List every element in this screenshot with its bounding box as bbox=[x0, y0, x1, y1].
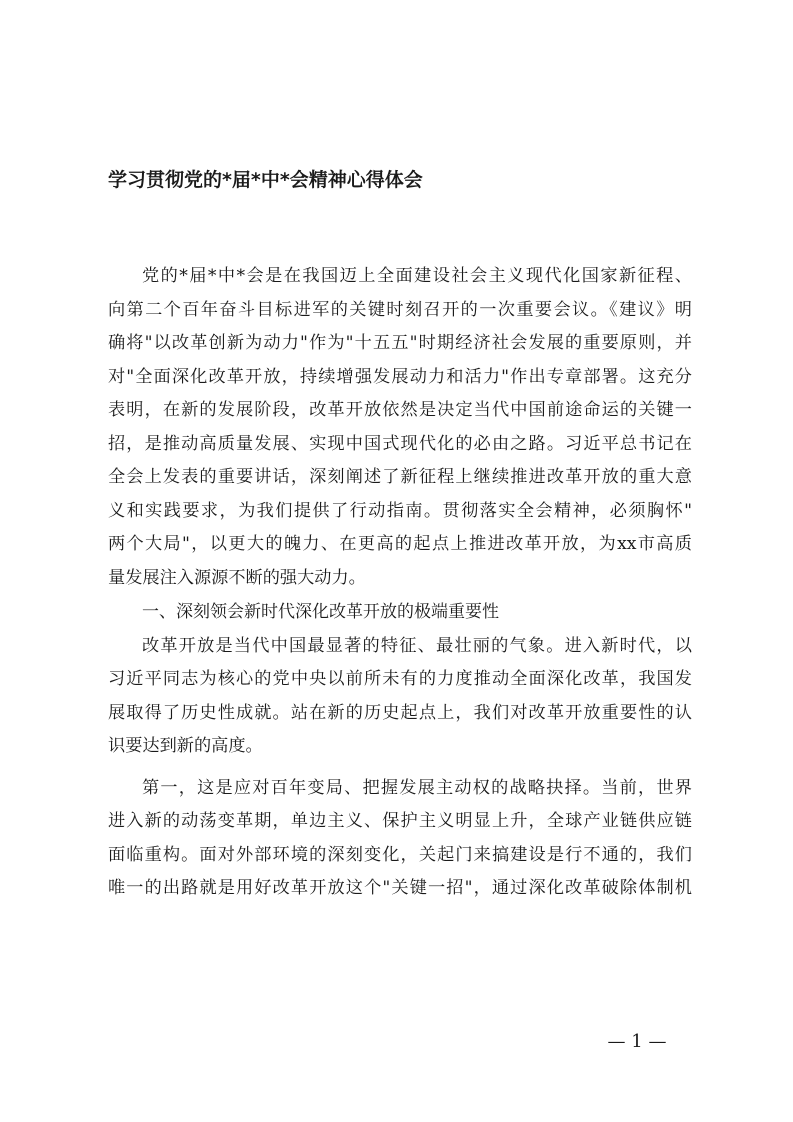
text-line: 向第二个百年奋斗目标进军的关键时刻召开的一次重要会议。《建议》明 bbox=[108, 299, 692, 320]
section-heading: 一、深刻领会新时代深化改革开放的极端重要性 bbox=[142, 602, 499, 622]
text-line: 唯一的出路就是用好改革开放这个"关键一招"，通过深化改革破除体制机 bbox=[108, 878, 692, 898]
text-line: 义和实践要求，为我们提供了行动指南。贯彻落实全会精神，必须胸怀" bbox=[108, 500, 692, 521]
paragraph-first-point bbox=[108, 772, 692, 906]
page-number: — 1 — bbox=[607, 1031, 667, 1052]
paragraph-gap bbox=[108, 764, 692, 772]
paragraph-reform-importance bbox=[108, 630, 692, 764]
text-line: 改革开放是当代中国最显著的特征、最壮丽的气象。进入新时代，以 bbox=[142, 635, 692, 656]
text-line: 全会上发表的重要讲话，深刻阐述了新征程上继续推进改革开放的重大意 bbox=[108, 467, 692, 487]
text-line: 确将"以改革创新为动力"作为"十五五"时期经济社会发展的重要原则，并 bbox=[108, 333, 692, 353]
text-line: 量发展注入源源不断的强大动力。 bbox=[108, 567, 366, 588]
paragraph-intro bbox=[108, 260, 692, 595]
text-line: 第一，这是应对百年变局、把握发展主动权的战略抉择。当前，世界 bbox=[142, 777, 692, 798]
document-body bbox=[108, 260, 692, 906]
page-title: 学习贯彻党的*届*中*会精神心得体会 bbox=[108, 169, 423, 191]
text-line: 展取得了历史性成就。站在新的历史起点上，我们对改革开放重要性的认 bbox=[108, 702, 692, 723]
text-line: 党的*届*中*会是在我国迈上全面建设社会主义现代化国家新征程、 bbox=[142, 266, 692, 286]
text-line: 招，是推动高质量发展、实现中国式现代化的必由之路。习近平总书记在 bbox=[108, 433, 692, 454]
text-line: 识要达到新的高度。 bbox=[108, 736, 263, 756]
text-line: 表明，在新的发展阶段，改革开放依然是决定当代中国前途命运的关键一 bbox=[108, 400, 692, 420]
text-line: 习近平同志为核心的党中央以前所未有的力度推动全面深化改革，我国发 bbox=[108, 669, 692, 689]
text-line: 进入新的动荡变革期，单边主义、保护主义明显上升，全球产业链供应链 bbox=[108, 811, 692, 831]
text-line: 两个大局"，以更大的魄力、在更高的起点上推进改革开放，为xx市高质 bbox=[108, 534, 692, 554]
text-line: 对"全面深化改革开放，持续增强发展动力和活力"作出专章部署。这充分 bbox=[108, 366, 692, 387]
text-line: 面临重构。面对外部环境的深刻变化，关起门来搞建设是行不通的，我们 bbox=[108, 844, 692, 865]
